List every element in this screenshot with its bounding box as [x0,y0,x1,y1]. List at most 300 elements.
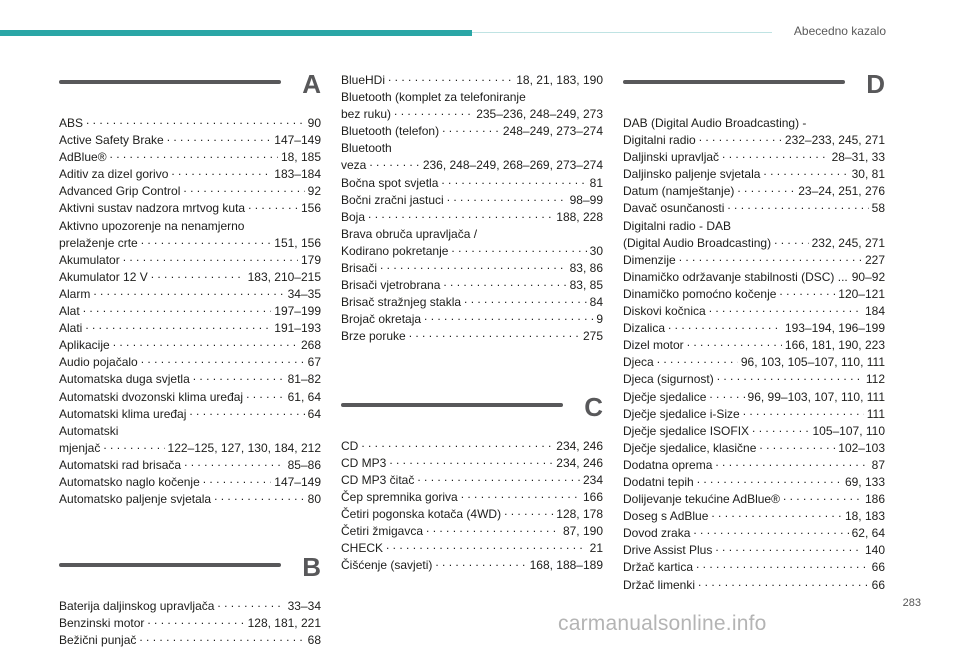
entry-line [623,406,885,423]
entry-term: Datum (namještanje) [623,184,735,199]
dot-leader [783,491,862,503]
entry-pages: 186 [864,492,885,507]
entry-line [623,423,885,440]
entry-pages: 227 [864,252,885,267]
entry-pages: 87, 190 [562,523,603,538]
entry-line [623,440,885,457]
entry-pages: 61, 64 [287,389,321,404]
entry-pages: 62, 64 [851,526,885,541]
dot-leader [409,328,580,340]
entry-term: Dolijevanje tekućine AdBlue® [623,492,780,507]
section-rule [59,563,281,567]
index-entry [341,192,603,209]
dot-leader [248,200,298,212]
watermark: carmanualsonline.info [558,612,767,635]
entry-term: Boja [341,209,366,224]
entry-line [623,303,885,320]
entry-line [59,303,321,320]
index-entry [59,166,321,183]
index-column-2 [341,72,603,574]
entry-line [59,440,321,457]
entry-pages: 87 [871,457,885,472]
dot-leader [361,438,553,450]
entry-pages: 33–34 [287,599,321,614]
index-section [59,69,321,508]
entry-term: mjenjač [59,440,101,455]
entry-pages: 166, 181, 190, 223 [784,338,885,353]
dot-leader [763,166,848,178]
entry-term: Bluetooth (komplet za telefoniranje [341,90,526,105]
dot-leader [203,474,272,486]
entry-line [59,320,321,337]
index-column-1 [59,69,321,649]
index-entry [341,209,603,226]
entry-term: Baterija daljinskog upravljača [59,599,215,614]
index-entry [341,438,603,455]
section-letter: B [302,552,321,583]
entry-line [59,337,321,354]
dot-leader [167,132,272,144]
entry-line [59,269,321,286]
entry-term: Alati [59,321,83,336]
entry-term: Dinamičko pomoćno kočenje [623,286,777,301]
index-entry [623,577,885,594]
index-entry [59,200,321,217]
entry-line [341,209,603,226]
index-entry [59,389,321,406]
entry-pages: 23–24, 251, 276 [798,184,885,199]
index-entry [623,166,885,183]
entry-term: Brisači vjetrobrana [341,278,441,293]
entry-pages: 156 [300,201,321,216]
section-letter: D [866,69,885,99]
dot-leader [389,455,553,467]
index-entry [341,489,603,506]
dot-leader [759,440,835,452]
index-entries [341,72,603,346]
dot-leader [83,303,272,315]
index-entry [59,286,321,303]
entry-pages: 183, 210–215 [247,269,321,284]
dot-leader [368,209,553,221]
index-entry [341,89,603,123]
dot-leader [709,303,862,315]
section-letter: C [584,391,603,422]
dot-leader [193,371,285,383]
entry-line [59,132,321,149]
entry-term: CD MP3 čitač [341,472,415,487]
entry-pages: 83, 85 [569,278,603,293]
entry-line [341,489,603,506]
index-entry [59,149,321,166]
index-entry [623,389,885,406]
dot-leader [696,559,869,571]
index-entry [623,406,885,423]
entry-pages: 18, 185 [280,150,321,165]
entry-term: Alarm [59,286,91,301]
index-entry [623,559,885,576]
index-entry [59,218,321,252]
entry-line [623,542,885,559]
section-header [341,391,603,438]
entry-line [341,192,603,209]
entry-pages: 191–193 [274,321,321,336]
entry-pages: 96, 99–103, 107, 110, 111 [747,389,885,404]
entry-term: Kodirano pokretanje [341,243,449,258]
index-entry [59,406,321,423]
dot-leader [113,337,298,349]
dot-leader [461,489,580,501]
dot-leader [717,371,863,383]
entry-pages: 96, 103, 105–107, 110, 111 [740,355,885,370]
entry-line [341,294,603,311]
index-entry [341,540,603,557]
index-entry [59,598,321,615]
dot-leader [151,269,245,281]
entry-term: Audio pojačalo [59,355,138,370]
entry-term: Automatski rad brisača [59,457,182,472]
entry-term: bez ruku) [341,107,392,122]
entry-line [623,559,885,576]
index-entry [59,457,321,474]
entry-term: Držač limenki [623,577,696,592]
index-entry [59,615,321,632]
entry-term: Akumulator 12 V [59,269,148,284]
entry-line [341,506,603,523]
index-entry [341,328,603,345]
dot-leader [110,149,278,161]
index-entry [623,337,885,354]
index-entry [59,303,321,320]
entry-term: Daljinski upravljač [623,150,720,165]
entry-pages: 92 [307,184,321,199]
entry-line [59,183,321,200]
entry-line [59,115,321,132]
dot-leader [435,557,526,569]
header-accent-bar [0,30,472,36]
section-rule [59,80,281,84]
dot-leader [709,389,744,401]
entry-pages: 151, 156 [274,235,321,250]
entry-line [341,123,603,140]
dot-leader [779,286,835,298]
entry-line-continued [59,218,321,235]
dot-leader [774,235,809,247]
entry-term: Diskovi kočnica [623,304,706,319]
dot-leader [85,320,271,332]
index-entry [59,269,321,286]
entry-term: Brisač stražnjeg stakla [341,295,462,310]
entry-line [341,243,603,260]
entry-pages: 193–194, 196–199 [784,321,885,336]
index-entry [341,455,603,472]
entry-pages: 30, 81 [851,167,885,182]
dot-leader [86,115,305,127]
entry-pages: 232–233, 245, 271 [784,133,885,148]
entry-line-continued [59,423,321,440]
dot-leader [752,423,809,435]
dot-leader [699,132,782,144]
entry-line [623,371,885,388]
entry-line [59,457,321,474]
index-entry [59,354,321,371]
entry-term: veza [341,158,367,173]
entry-pages: 90–92 [851,269,886,284]
entry-term: Alat [59,304,80,319]
entry-line [341,472,603,489]
dot-leader [715,457,868,469]
index-entry [59,320,321,337]
entry-line [59,389,321,406]
index-entry [341,260,603,277]
index-entry [623,269,885,286]
entry-pages: 140 [864,543,885,558]
entry-line [623,132,885,149]
entry-line [623,474,885,491]
dot-leader [737,183,795,195]
index-entry [623,218,885,252]
entry-term: DAB (Digital Audio Broadcasting) - [623,116,807,130]
entry-term: Dječje sjedalice [623,389,707,404]
dot-leader [217,598,284,610]
dot-leader [386,540,587,552]
entry-line [623,525,885,542]
dot-leader [443,277,566,289]
index-entry [623,183,885,200]
dot-leader [693,525,848,537]
entry-term: Držač kartica [623,560,694,575]
entry-pages: 83, 86 [569,261,603,276]
section-header [59,552,321,598]
index-entry [341,123,603,140]
entry-term: Četiri žmigavca [341,523,424,538]
dot-leader [451,243,586,255]
section-rule [623,80,845,84]
entry-pages: 34–35 [287,286,321,301]
entry-term: Dizalica [623,321,666,336]
index-entry [59,337,321,354]
entry-pages: 58 [871,201,885,216]
dot-leader [147,615,244,627]
entry-pages: 236, 248–249, 268–269, 273–274 [422,158,603,173]
entry-line [59,491,321,508]
entry-term: Dovod zraka [623,526,691,541]
entry-term: Dinamičko održavanje stabilnosti (DSC) ... [623,269,848,284]
entry-line [59,286,321,303]
entry-term: Advanced Grip Control [59,184,181,199]
dot-leader [380,260,567,272]
entry-pages: 98–99 [569,192,603,207]
entry-term: Active Safety Brake [59,133,164,148]
entry-term: CD [341,438,359,453]
index-entry [623,354,885,371]
entry-line [59,252,321,269]
dot-leader [139,632,304,644]
index-entry [623,508,885,525]
entry-pages: 66 [871,577,885,592]
index-entry [623,371,885,388]
index-entries [59,115,321,508]
index-entries [623,115,885,594]
index-section [341,391,603,575]
entry-term: Dodatna oprema [623,457,713,472]
dot-leader [698,577,869,589]
entry-line-continued [341,89,603,106]
entry-line [341,438,603,455]
entry-pages: 28–31, 33 [831,150,885,165]
section-header [59,69,321,115]
entry-term: Dječje sjedalice ISOFIX [623,423,750,438]
entry-pages: 85–86 [287,457,321,472]
section-title: Abecedno kazalo [793,24,886,38]
entry-line [341,157,603,174]
dot-leader [657,354,738,366]
entry-line-continued [341,140,603,157]
entry-term: Dizel motor [623,338,684,353]
dot-leader [668,320,782,332]
dot-leader [447,192,567,204]
entry-pages: 102–103 [838,440,885,455]
entry-line [341,106,603,123]
entry-term: Brava obruča upravljača / [341,226,478,241]
entry-pages: 9 [596,312,603,327]
entry-line [623,183,885,200]
entry-term: Aditiv za dizel gorivo [59,167,169,182]
entry-term: Brisači [341,261,378,276]
entry-line [623,149,885,166]
index-entry [623,115,885,149]
entry-line [623,491,885,508]
entry-pages: 80 [307,492,321,507]
entry-line [623,508,885,525]
entry-line [59,149,321,166]
entry-term: Dimenzije [623,252,676,267]
dot-leader [424,311,593,323]
entry-term: Bluetooth [341,141,392,156]
entry-pages: 188, 228 [556,209,603,224]
index-entry [623,542,885,559]
entry-pages: 166 [582,489,603,504]
entry-term: Četiri pogonska kotača (4WD) [341,506,502,521]
section-header [623,69,885,115]
entry-term: Daljinsko paljenje svjetala [623,167,761,182]
entry-term: Automatski [59,423,119,438]
index-entry [59,491,321,508]
index-entry [623,286,885,303]
index-entry [623,200,885,217]
entry-line [623,252,885,269]
entry-term: Aktivni sustav nadzora mrtvog kuta [59,201,246,216]
dot-leader [504,506,553,518]
page-number: 283 [902,597,921,609]
entry-pages: 268 [300,338,321,353]
entry-pages: 128, 181, 221 [247,616,321,631]
index-entry [341,506,603,523]
entry-term: Digitalni radio - DAB [623,218,732,233]
entry-term: Aktivno upozorenje na nenamjerno [59,218,245,233]
entry-term: prelaženje crte [59,235,138,250]
entry-term: BlueHDi [341,73,386,87]
index-entry [341,311,603,328]
entry-term: Bočni zračni jastuci [341,192,444,207]
index-section [623,69,886,594]
index-section [341,72,603,346]
entry-line [623,200,885,217]
entry-term: Automatski klima uređaj [59,406,187,421]
entry-term: Automatsko naglo kočenje [59,474,200,489]
index-entry [59,474,321,491]
index-entry [341,175,603,192]
dot-leader [417,472,580,484]
entry-term: Automatski dvozonski klima uređaj [59,389,244,404]
index-entry [59,423,321,457]
entry-pages: 147–149 [274,474,321,489]
entry-line [341,175,603,192]
dot-leader [464,294,587,306]
entry-line [59,371,321,388]
index-column-3 [623,69,886,594]
entry-line [59,354,321,371]
dot-leader [103,440,164,452]
entry-term: AdBlue® [59,150,107,165]
entry-line [341,260,603,277]
entry-pages: 105–107, 110 [812,423,885,438]
dot-leader [715,542,862,554]
header-divider [472,32,772,33]
entry-pages: 235–236, 248–249, 273 [476,107,603,122]
entry-line [59,200,321,217]
dot-leader [722,149,829,161]
entry-pages: 66 [871,560,885,575]
entry-pages: 179 [300,252,321,267]
entry-pages: 18, 183 [844,509,885,524]
entry-pages: 21 [589,541,603,556]
entry-term: Akumulator [59,252,120,267]
dot-leader [711,508,842,520]
entry-pages: 30 [589,243,603,258]
index-entry [59,132,321,149]
entry-term: Bluetooth (telefon) [341,124,440,139]
entry-pages: 84 [589,295,603,310]
entry-line [59,598,321,615]
index-entry [623,474,885,491]
entry-term: Bočna spot svjetla [341,175,439,190]
index-entry [341,472,603,489]
entry-term: Davač osunčanosti [623,201,725,216]
entry-line [623,354,885,371]
entry-line [623,337,885,354]
entry-pages: 120–121 [838,286,885,301]
entry-term: CHECK [341,541,384,556]
dot-leader [246,389,285,401]
entry-pages: 18, 21, 183, 190 [516,73,603,87]
entry-pages: 197–199 [274,304,321,319]
index-entry [623,491,885,508]
entry-term: Čišćenje (savjeti) [341,558,433,573]
entry-term: CD MP3 [341,455,387,470]
dot-leader [727,200,868,212]
entry-pages: 69, 133 [844,474,885,489]
dot-leader [441,175,586,187]
entry-line [623,389,885,406]
section-letter: A [302,69,321,99]
entry-line [341,455,603,472]
entry-pages: 248–249, 273–274 [502,124,603,139]
entry-pages: 64 [307,406,321,421]
index-entry [341,523,603,540]
index-entry [59,371,321,388]
entry-line [341,72,603,89]
